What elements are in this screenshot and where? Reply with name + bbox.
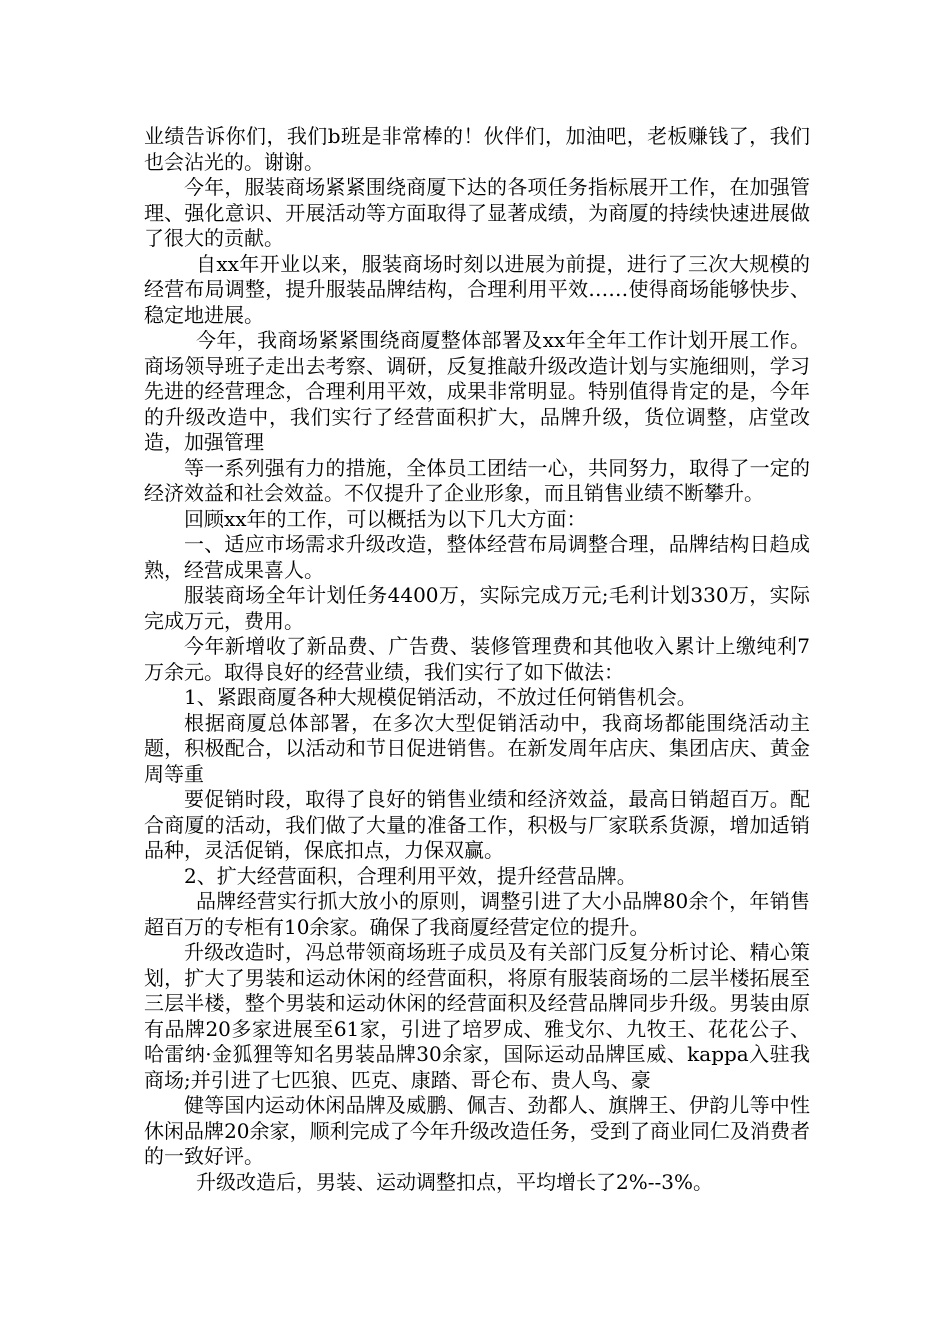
paragraph-2: 今年，服装商场紧紧围绕商厦下达的各项任务指标展开工作，在加强管理、强化意识、开展活动等方面取得了显著成绩，为商厦的持续快速进展做了很大的贡献。 bbox=[144, 175, 810, 250]
paragraph-16: 健等国内运动休闲品牌及威鹏、佩吉、劲都人、旗牌王、伊韵儿等中性休闲品牌20余家，顺利完成了今年升级改造任务，受到了商业同仁及消费者的一致好评。 bbox=[144, 1093, 810, 1168]
paragraph-9: 今年新增收了新品费、广告费、装修管理费和其他收入累计上缴纯利7万余元。取得良好的经营业绩，我们实行了如下做法： bbox=[144, 634, 810, 684]
paragraph-14: 品牌经营实行抓大放小的原则，调整引进了大小品牌80余个，年销售超百万的专柜有10余家。确保了我商厦经营定位的提升。 bbox=[144, 889, 810, 939]
paragraph-4: 今年，我商场紧紧围绕商厦整体部署及xx年全年工作计划开展工作。商场领导班子走出去考察、调研，反复推敲升级改造计划与实施细则，学习先进的经营理念，合理利用平效，成果非常明显。特别值得肯定的是，今年的升级改造中，我们实行了经营面积扩大，品牌升级，货位调整，店堂改造，加强管理 bbox=[144, 328, 810, 454]
paragraph-6: 回顾xx年的工作，可以概括为以下几大方面： bbox=[184, 506, 587, 531]
paragraph-1: 业绩告诉你们，我们b班是非常棒的！伙伴们，加油吧，老板赚钱了，我们也会沾光的。谢谢。 bbox=[144, 124, 810, 174]
paragraph-7: 一、适应市场需求升级改造，整体经营布局调整合理，品牌结构日趋成熟，经营成果喜人。 bbox=[144, 532, 810, 582]
paragraph-15: 升级改造时，冯总带领商场班子成员及有关部门反复分析讨论、精心策划，扩大了男装和运动休闲的经营面积，将原有服装商场的二层半楼拓展至三层半楼，整个男装和运动休闲的经营面积及经营品牌同步升级。男装由原有品牌20多家进展至61家，引进了培罗成、雅戈尔、九牧王、花花公子、哈雷纳·金狐狸等知名男装品牌30余家，国际运动品牌匡威、kappa入驻我商场;并引进了七匹狼、匹克、康踏、哥仑布、贵人鸟、豪 bbox=[144, 940, 810, 1092]
paragraph-13: 2、扩大经营面积，合理利用平效，提升经营品牌。 bbox=[184, 863, 637, 888]
paragraph-11: 根据商厦总体部署，在多次大型促销活动中，我商场都能围绕活动主题，积极配合，以活动和节日促进销售。在新发周年店庆、集团店庆、黄金周等重 bbox=[144, 710, 810, 786]
paragraph-3: 自xx年开业以来，服装商场时刻以进展为前提，进行了三次大规模的经营布局调整，提升服装品牌结构，合理利用平效……使得商场能够快步、稳定地进展。 bbox=[144, 251, 810, 327]
paragraph-17: 升级改造后，男装、运动调整扣点，平均增长了2%--3%。 bbox=[196, 1169, 713, 1194]
paragraph-12: 要促销时段，取得了良好的销售业绩和经济效益，最高日销超百万。配合商厦的活动，我们做了大量的准备工作，积极与厂家联系货源，增加适销品种，灵活促销，保底扣点，力保双赢。 bbox=[144, 787, 810, 862]
paragraph-8: 服装商场全年计划任务4400万，实际完成万元;毛利计划330万，实际完成万元，费用。 bbox=[144, 583, 810, 633]
paragraph-5: 等一系列强有力的措施，全体员工团结一心，共同努力，取得了一定的经济效益和社会效益。不仅提升了企业形象，而且销售业绩不断攀升。 bbox=[144, 455, 810, 505]
document-body bbox=[144, 124, 810, 1195]
paragraph-10: 1、紧跟商厦各种大规模促销活动，不放过任何销售机会。 bbox=[184, 685, 697, 709]
